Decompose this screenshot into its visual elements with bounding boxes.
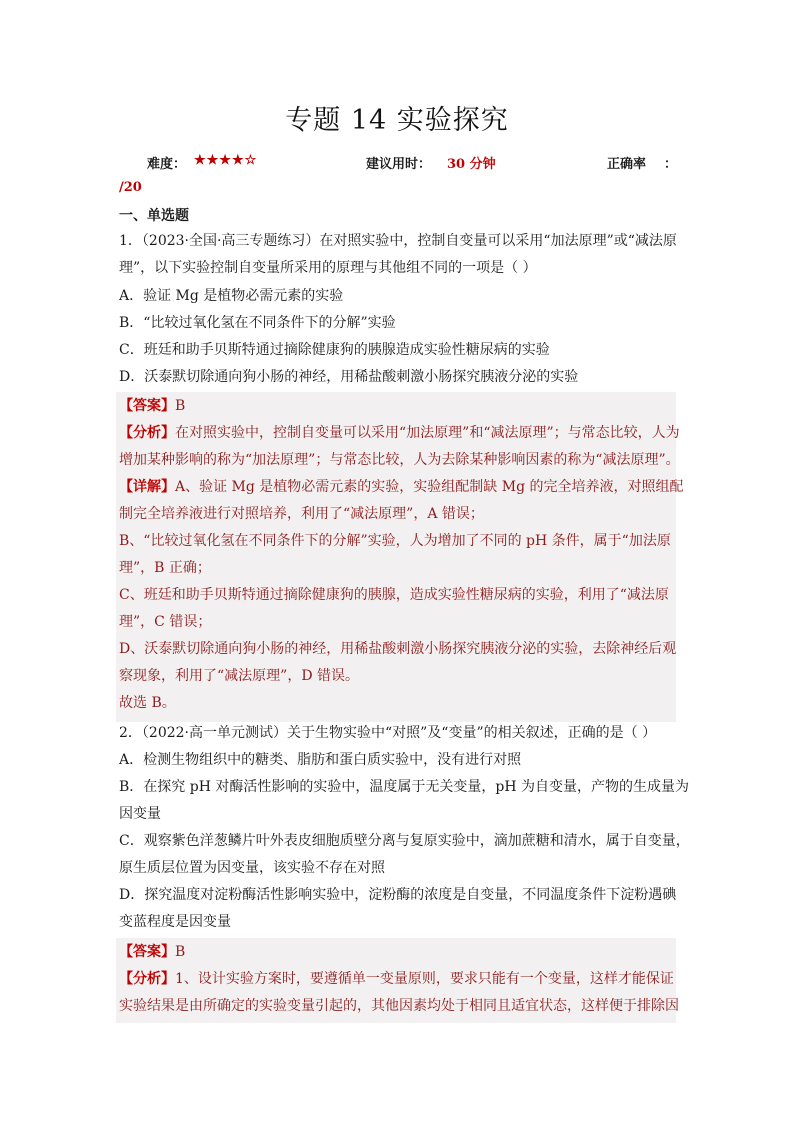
q1-detail-line2: 制完全培养液进行对照培养，利用了“减法原理”，A 错误；	[119, 506, 484, 522]
q2-answer-tag: 【答案】	[119, 944, 175, 960]
q1-detail-line1	[119, 478, 684, 496]
q2-option-d-line1: D．探究温度对淀粉酶活性影响实验中，淀粉酶的浓度是自变量，不同温度条件下淀粉遇碘	[119, 887, 677, 903]
q2-answer-block	[116, 938, 679, 1023]
q1-answer-value: B	[175, 398, 186, 414]
q1-detail-line4: 理”，B 正确；	[119, 560, 211, 576]
q1-detail-line8: 察现象，利用了“减法原理”，D 错误。	[119, 668, 359, 684]
q1-analysis-line1	[119, 424, 680, 442]
q2-analysis-tag: 【分析】	[119, 971, 175, 987]
q1-detail-text1: A、验证 Mg 是植物必需元素的实验，实验组配制缺 Mg 的完全培养液，对照组配	[175, 479, 684, 495]
q2-analysis-line1	[119, 970, 674, 988]
q2-option-b-line2: 因变量	[119, 806, 161, 822]
q1-stem-line2: 理”，以下实验控制自变量所采用的原理与其他组不同的一项是（ ）	[119, 260, 537, 276]
q2-answer-value: B	[175, 944, 186, 960]
accuracy-colon: ：	[664, 157, 678, 172]
section-title: 一、单选题	[119, 208, 189, 224]
time-label: 建议用时：	[366, 157, 432, 172]
q1-analysis-line2: 增加某种影响的称为“加法原理”；与常态比较，人为去除某种影响因素的称为“减法原理”。	[119, 452, 680, 468]
q1-option-b: B．“比较过氧化氢在不同条件下的分解”实验	[119, 315, 396, 331]
q1-answer-tag: 【答案】	[119, 398, 175, 414]
q2-option-c-line1: C．观察紫色洋葱鳞片叶外表皮细胞质壁分离与复原实验中，滴加蔗糖和清水，属于自变量，	[119, 833, 690, 849]
q1-detail-line7: D、沃泰默切除通向狗小肠的神经，用稀盐酸刺激小肠探究胰液分泌的实验，去除神经后观	[119, 641, 677, 657]
q1-detail-line3: B、“比较过氧化氢在不同条件下的分解”实验，人为增加了不同的 pH 条件，属于“加法原	[119, 533, 671, 549]
q1-detail-line5: C、班廷和助手贝斯特通过摘除健康狗的胰腺，造成实验性糖尿病的实验，利用了“减法原	[119, 587, 669, 603]
q2-option-d-line2: 变蓝程度是因变量	[119, 914, 231, 930]
q2-option-a: A．检测生物组织中的糖类、脂肪和蛋白质实验中，没有进行对照	[119, 752, 522, 768]
q1-option-d: D．沃泰默切除通向狗小肠的神经，用稀盐酸刺激小肠探究胰液分泌的实验	[119, 369, 579, 385]
q1-detail-tag: 【详解】	[119, 479, 175, 495]
page-title: 专题 14 实验探究	[285, 105, 509, 136]
q2-analysis-text1: 1、设计实验方案时，要遵循单一变量原则，要求只能有一个变量，这样才能保证	[175, 971, 674, 987]
difficulty-stars: ★★★★☆	[194, 153, 258, 168]
q2-stem: 2．（2022·高一单元测试）关于生物实验中“对照”及“变量”的相关叙述，正确的是（ ）	[119, 725, 657, 741]
q2-option-b-line1: B．在探究 pH 对酶活性影响的实验中，温度属于无关变量，pH 为自变量，产物的生成量为	[119, 779, 689, 795]
difficulty-label: 难度：	[147, 157, 187, 172]
accuracy-label: 正确率	[607, 157, 647, 172]
q1-answer	[119, 397, 185, 415]
q2-analysis-line2: 实验结果是由所确定的实验变量引起的，其他因素均处于相同且适宜状态，这样便于排除因	[119, 998, 679, 1014]
q1-stem-line1: 1．（2023·全国·高三专题练习）在对照实验中，控制自变量可以采用“加法原理”或“减法原	[119, 233, 677, 249]
score-total: /20	[119, 180, 142, 195]
q1-option-a: A．验证 Mg 是植物必需元素的实验	[119, 288, 344, 304]
q2-option-c-line2: 原生质层位置为因变量，该实验不存在对照	[119, 860, 385, 876]
meta-row	[147, 153, 677, 173]
q1-detail-line6: 理”，C 错误；	[119, 614, 212, 630]
q1-analysis-tag: 【分析】	[119, 425, 175, 441]
q1-option-c: C．班廷和助手贝斯特通过摘除健康狗的胰腺造成实验性糖尿病的实验	[119, 342, 550, 358]
q2-answer	[119, 943, 185, 961]
q1-analysis-text1: 在对照实验中，控制自变量可以采用“加法原理”和“减法原理”；与常态比较，人为	[175, 425, 680, 441]
q1-answer-block	[116, 392, 684, 722]
time-value: 30 分钟	[447, 157, 496, 172]
q1-choose: 故选 B。	[119, 695, 176, 711]
